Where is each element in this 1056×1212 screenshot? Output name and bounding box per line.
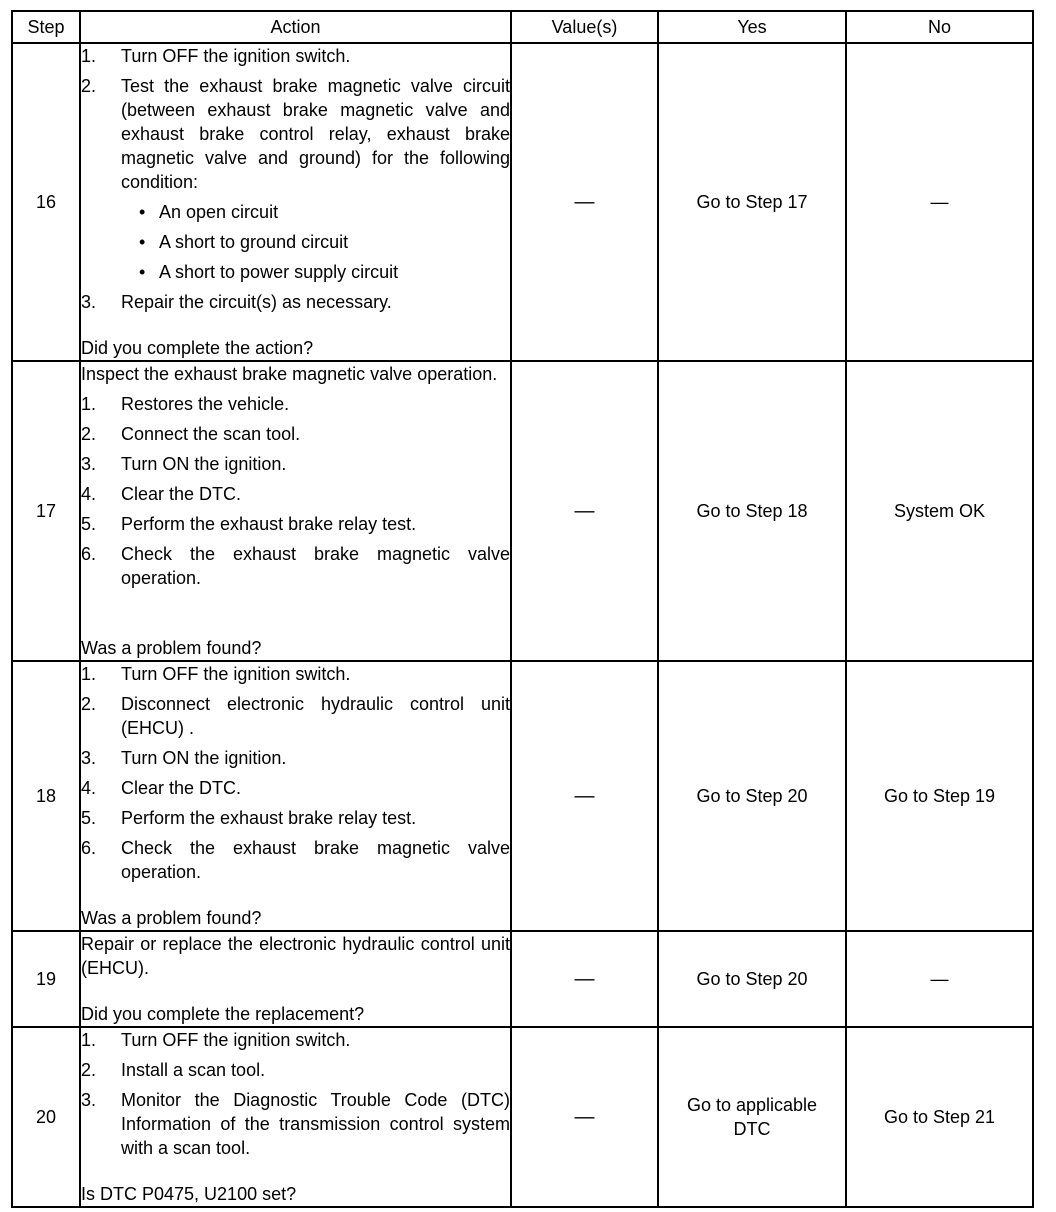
action-item: 4. Clear the DTC. (81, 778, 242, 798)
question: Was a problem found? (81, 638, 262, 658)
value-cell: — (511, 43, 658, 361)
bullet-icon: • (139, 202, 146, 222)
yes-cell: Go to Step 18 (658, 361, 846, 661)
action-intro: Repair or replace the electronic hydraulic control unit (EHCU). (81, 934, 510, 978)
table-row (12, 1027, 1033, 1207)
yes-line: DTC (733, 1119, 771, 1139)
action-item: 5. Perform the exhaust brake relay test. (81, 514, 417, 534)
sub-item: • An open circuit (139, 202, 279, 222)
no-cell: — (846, 43, 1033, 361)
no-cell: System OK (846, 361, 1033, 661)
sub-item: • A short to power supply circuit (139, 262, 399, 282)
step-number: 19 (12, 931, 80, 1027)
action-cell (80, 931, 511, 1027)
action-item: 3. Turn ON the ignition. (81, 454, 287, 474)
no-cell: Go to Step 21 (846, 1027, 1033, 1207)
action-cell (80, 361, 511, 661)
no-cell: — (846, 931, 1033, 1027)
yes-line: Go to applicable (686, 1095, 818, 1115)
step-number: 17 (12, 361, 80, 661)
no-cell: Go to Step 19 (846, 661, 1033, 931)
action-item: 2. Test the exhaust brake magnetic valve circuit (between exhaust brake magnetic valve and exhaust brake control relay, exhaust brake magnetic valve and ground) for the following condition: (81, 76, 510, 192)
table-row (12, 931, 1033, 1027)
diagnostic-table (11, 10, 1034, 1208)
action-item: 1. Turn OFF the ignition switch. (81, 1030, 351, 1050)
question: Was a problem found? (81, 908, 262, 928)
yes-cell: Go to Step 17 (658, 43, 846, 361)
header-no: No (846, 11, 1033, 43)
yes-cell (658, 1027, 846, 1207)
action-item: 1. Turn OFF the ignition switch. (81, 664, 351, 684)
action-item: 3. Monitor the Diagnostic Trouble Code (DTC) Information of the transmission control system with a scan tool. (81, 1090, 510, 1158)
action-item: 1. Turn OFF the ignition switch. (81, 46, 351, 66)
header-values: Value(s) (511, 11, 658, 43)
action-item: 3. Turn ON the ignition. (81, 748, 287, 768)
action-cell (80, 661, 511, 931)
action-intro: Inspect the exhaust brake magnetic valve operation. (81, 364, 498, 384)
header-row (12, 11, 1033, 43)
value-cell: — (511, 931, 658, 1027)
sub-item: • A short to ground circuit (139, 232, 349, 252)
action-item: 6. Check the exhaust brake magnetic valve operation. (81, 544, 510, 588)
question: Did you complete the action? (81, 338, 314, 358)
action-item: 2. Disconnect electronic hydraulic control unit (EHCU) . (81, 694, 510, 738)
yes-cell: Go to Step 20 (658, 661, 846, 931)
bullet-icon: • (139, 262, 146, 282)
question: Did you complete the replacement? (81, 1004, 365, 1024)
step-number: 16 (12, 43, 80, 361)
action-item: 3. Repair the circuit(s) as necessary. (81, 292, 392, 312)
value-cell: — (511, 361, 658, 661)
table-row (12, 661, 1033, 931)
question: Is DTC P0475, U2100 set? (81, 1184, 297, 1204)
action-cell (80, 1027, 511, 1207)
step-number: 20 (12, 1027, 80, 1207)
header-yes: Yes (658, 11, 846, 43)
value-cell: — (511, 661, 658, 931)
action-item: 4. Clear the DTC. (81, 484, 242, 504)
header-step: Step (12, 11, 80, 43)
value-cell: — (511, 1027, 658, 1207)
header-action: Action (80, 11, 511, 43)
action-cell (80, 43, 511, 361)
action-item: 2. Install a scan tool. (81, 1060, 266, 1080)
bullet-icon: • (139, 232, 146, 252)
action-item: 2. Connect the scan tool. (81, 424, 301, 444)
action-item: 1. Restores the vehicle. (81, 394, 290, 414)
step-number: 18 (12, 661, 80, 931)
action-item: 6. Check the exhaust brake magnetic valve operation. (81, 838, 510, 882)
table-row (12, 361, 1033, 661)
yes-cell: Go to Step 20 (658, 931, 846, 1027)
action-item: 5. Perform the exhaust brake relay test. (81, 808, 417, 828)
table-row (12, 43, 1033, 361)
